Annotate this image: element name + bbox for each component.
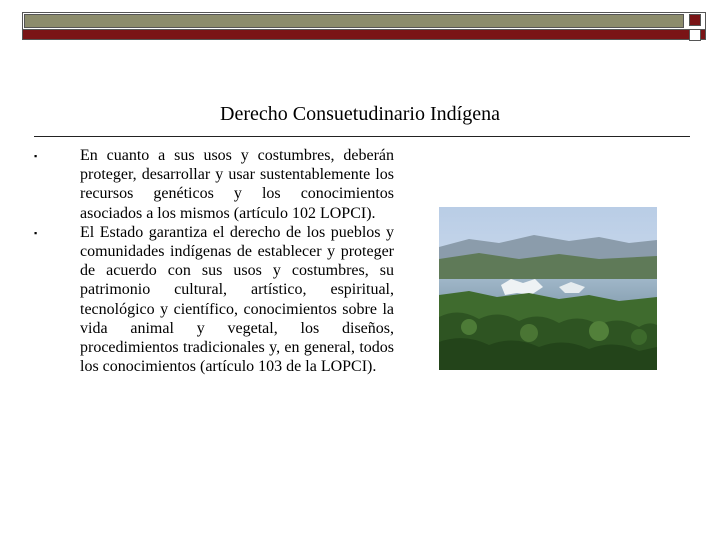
landscape-photo-icon [439,207,657,370]
header-maroon-band [22,29,706,40]
bullet-marker: ▪ [34,151,38,161]
slide-title: Derecho Consuetudinario Indígena [220,103,500,125]
header-olive-band [24,14,684,28]
title-divider [34,136,690,137]
bullet-marker: ▪ [34,227,38,238]
landscape-photo [439,207,657,370]
bullet-text: En cuanto a sus usos y costumbres, deberán proteger, desarrollar y usar sustentablemente los recursos genéticos y los conocimientos asociados a los mismos (artículo 102 LOPCI). [80,147,394,222]
bullet-item [34,223,394,377]
bullet-item [34,146,394,223]
bullet-list [34,146,394,376]
bullet-text: El Estado garantiza el derecho de los pueblos y comunidades indígenas de establecer y proteger de acuerdo con sus usos y costumbres, su patrimonio cultural, artístico, espiritual, tecnológico y científico, conocimientos sobre la vida animal y vegetal, los diseños, procedimientos tradicionales y, en general, todos los conocimientos (artículo 103 de la LOPCI). [80,223,394,376]
header-square-filled [689,14,701,26]
header-square-empty [689,29,701,41]
